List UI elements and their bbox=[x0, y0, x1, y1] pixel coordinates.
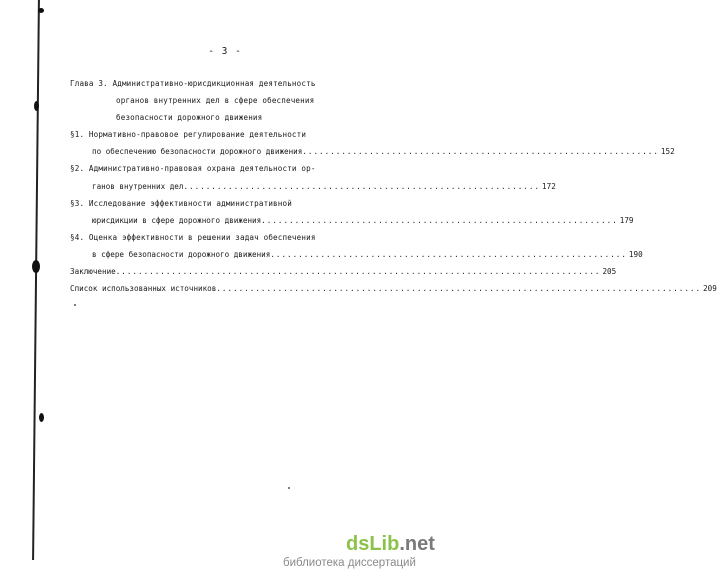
toc-sources-page: 209 bbox=[703, 284, 717, 293]
ink-speck bbox=[288, 487, 290, 489]
toc-section-1-page: 152 bbox=[660, 147, 675, 156]
toc-section-4-title: в сфере безопасности дорожного движения bbox=[92, 250, 271, 259]
toc-section-1-line-2 bbox=[92, 147, 675, 156]
leader-dots: ....................................................................................... bbox=[216, 284, 702, 293]
leader-dots: ................................................................ bbox=[270, 250, 627, 259]
watermark-logo bbox=[346, 533, 435, 555]
toc-section-3-line-1: §3. Исследование эффективности административной bbox=[70, 199, 292, 208]
toc-conclusion-page: 205 bbox=[602, 267, 617, 276]
leader-dots: ................................................................ bbox=[183, 182, 541, 191]
chapter-title-line-2: органов внутренних дел в сфере обеспечения bbox=[116, 96, 315, 105]
toc-section-3-line-2 bbox=[92, 216, 634, 225]
toc-section-3-page: 179 bbox=[619, 216, 634, 225]
watermark-subtitle: библиотека диссертаций bbox=[283, 557, 416, 569]
watermark-brand-a: dsLib bbox=[346, 533, 400, 555]
leader-dots: ................................................................ bbox=[261, 216, 618, 225]
chapter-title-line-1: Глава 3. Административно-юрисдикционная деятельность bbox=[70, 79, 316, 88]
toc-conclusion-label: Заключение bbox=[70, 267, 116, 276]
page-number: - 3 - bbox=[208, 46, 242, 57]
ink-blot bbox=[32, 260, 40, 273]
toc-section-2-title: ганов внутренних дел bbox=[92, 182, 184, 191]
ink-blot bbox=[39, 413, 44, 422]
toc-sources-label: Список использованных источников bbox=[70, 284, 217, 293]
toc-section-3-title: юрисдикции в сфере дорожного движения bbox=[92, 216, 262, 225]
watermark-brand-b: .net bbox=[399, 533, 435, 555]
toc-section-4-line-2 bbox=[92, 250, 643, 259]
toc-section-4-page: 190 bbox=[628, 250, 643, 259]
toc-sources bbox=[70, 284, 717, 293]
chapter-title-line-3: безопасности дорожного движения bbox=[116, 113, 263, 122]
toc-section-1-line-1: §1. Нормативно-правовое регулирование деятельности bbox=[70, 130, 307, 139]
ink-blot bbox=[34, 101, 39, 111]
leader-dots: ................................................................ bbox=[302, 147, 659, 156]
binding-edge-line bbox=[32, 0, 40, 560]
toc-section-4-line-1: §4. Оценка эффективности в решении задач обеспечения bbox=[70, 233, 316, 242]
toc-section-2-line-2 bbox=[92, 182, 556, 191]
leader-dots: ....................................................................................... bbox=[115, 267, 601, 276]
ink-blot bbox=[38, 8, 44, 13]
toc-section-2-line-1: §2. Административно-правовая охрана деятельности ор- bbox=[70, 164, 316, 173]
toc-section-1-title: по обеспечению безопасности дорожного движения bbox=[92, 147, 303, 156]
toc-conclusion bbox=[70, 267, 617, 276]
toc-section-2-page: 172 bbox=[542, 182, 556, 191]
ink-speck bbox=[74, 304, 76, 306]
